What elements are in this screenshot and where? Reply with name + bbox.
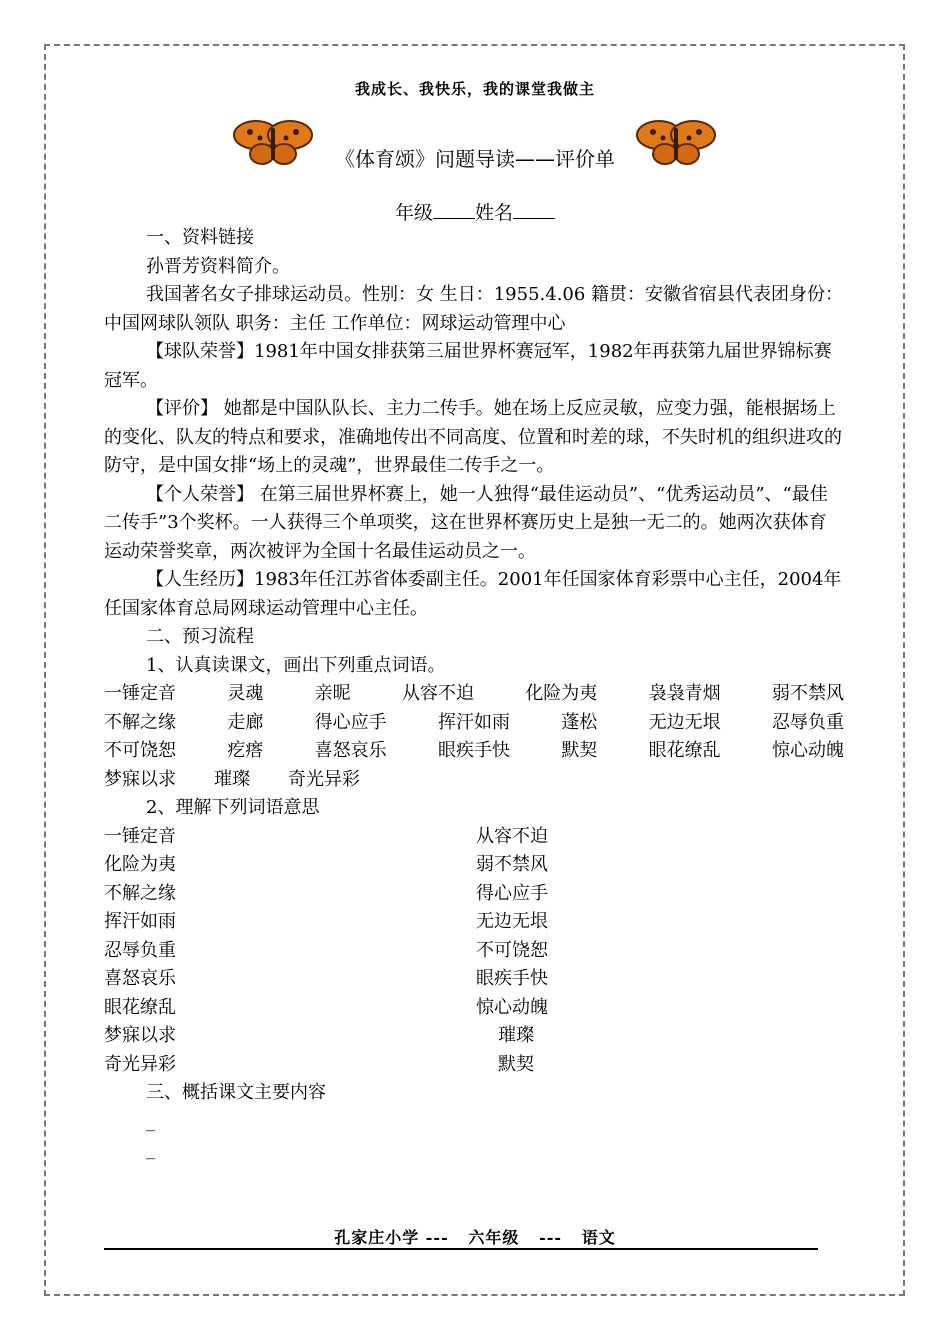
key-word: 无边无垠 <box>648 711 721 733</box>
vocabulary-word: 眼花缭乱 <box>104 996 176 1018</box>
step-instruction: 1、认真读课文，画出下列重点词语。 <box>146 654 446 676</box>
key-word: 惊心动魄 <box>771 740 844 761</box>
key-word: 眼疾手快 <box>437 740 510 761</box>
footer-text: 孔家庄小学 --- 六年级 --- 语文 <box>334 1228 616 1247</box>
word-row <box>104 737 844 766</box>
key-word: 得心应手 <box>314 711 387 733</box>
section-heading: 三、概括课文主要内容 <box>146 1082 326 1103</box>
grade-name-line <box>0 198 950 225</box>
key-word: 从容不迫 <box>401 683 474 704</box>
key-word: 袅袅青烟 <box>648 683 721 704</box>
name-label: 姓名 <box>475 202 514 224</box>
vocabulary-word: 从容不迫 <box>476 825 548 847</box>
vocabulary-word: 一锤定音 <box>104 825 176 847</box>
worksheet-body <box>104 224 844 1165</box>
vocabulary-grid <box>104 823 844 1080</box>
vocabulary-word: 惊心动魄 <box>476 996 548 1018</box>
word-row <box>104 680 844 709</box>
key-word: 忍辱负重 <box>771 711 844 733</box>
vocabulary-word: 挥汗如雨 <box>104 911 176 932</box>
key-word: 喜怒哀乐 <box>314 740 387 761</box>
answer-line: _ <box>146 1110 155 1132</box>
key-word: 灵魂 <box>227 683 264 704</box>
key-word: 梦寐以求 <box>104 768 176 790</box>
footer-rule <box>104 1248 818 1250</box>
bio-intro: 孙晋芳资料简介。 <box>146 255 290 277</box>
vocabulary-word: 璀璨 <box>498 1025 534 1046</box>
key-word: 疙瘩 <box>227 740 264 761</box>
key-words-list <box>104 680 844 794</box>
key-word: 弱不禁风 <box>771 683 844 704</box>
vocabulary-word: 忍辱负重 <box>104 939 176 961</box>
vocabulary-word: 奇光异彩 <box>104 1053 176 1075</box>
grade-label: 年级 <box>394 202 433 224</box>
word-row <box>104 766 844 795</box>
vocabulary-word: 眼疾手快 <box>476 968 548 989</box>
key-word: 默契 <box>561 740 598 761</box>
key-word: 走廊 <box>227 711 264 733</box>
word-row <box>104 709 844 738</box>
vocabulary-word: 喜怒哀乐 <box>104 968 176 989</box>
vocabulary-word: 得心应手 <box>476 882 548 904</box>
key-word: 亲昵 <box>314 683 351 704</box>
vocabulary-word: 不可饶恕 <box>476 939 548 961</box>
page-title: 《体育颂》问题导读——评价单 <box>335 147 615 171</box>
vocabulary-word: 化险为夷 <box>104 854 176 875</box>
section-heading: 二、预习流程 <box>146 626 254 647</box>
key-word: 不解之缘 <box>104 711 176 733</box>
vocabulary-word: 无边无垠 <box>476 911 548 932</box>
career-paragraph: 【人生经历】1983年任江苏省体委副主任。2001年任国家体育彩票中心主任，2004年任国家体育总局网球运动管理中心主任。 <box>104 569 842 619</box>
grade-blank <box>433 202 475 219</box>
vocabulary-word: 梦寐以求 <box>104 1025 176 1046</box>
section-heading: 一、资料链接 <box>146 227 254 248</box>
vocabulary-word: 弱不禁风 <box>476 854 548 875</box>
key-word: 奇光异彩 <box>288 768 360 790</box>
bio-paragraph: 我国著名女子排球运动员。性别：女 生日：1955.4.06 籍贯：安徽省宿县代表团身份：中国网球队领队 职务：主任 工作单位：网球运动管理中心 <box>104 284 844 334</box>
team-honor-paragraph: 【球队荣誉】1981年中国女排获第三届世界杯赛冠军，1982年再获第九届世界锦标赛冠军。 <box>104 341 832 391</box>
key-word: 化险为夷 <box>525 683 598 704</box>
vocabulary-word: 默契 <box>498 1053 534 1075</box>
vocabulary-word: 不解之缘 <box>104 882 176 904</box>
key-word: 不可饶恕 <box>104 740 176 761</box>
key-word: 璀璨 <box>214 768 250 790</box>
key-word: 蓬松 <box>561 711 598 733</box>
name-blank <box>513 202 555 219</box>
evaluation-paragraph: 【评价】 她都是中国队队长、主力二传手。她在场上反应灵敏，应变力强，能根据场上的变化、队友的特点和要求，准确地传出不同高度、位置和时差的球，不失时机的组织进攻的防守，是中国女排“场上的灵魂”，世界最佳二传手之一。 <box>104 398 842 476</box>
key-word: 挥汗如雨 <box>437 711 510 733</box>
personal-honor-paragraph: 【个人荣誉】 在第三届世界杯赛上，她一人独得“最佳运动员”、“优秀运动员”、“最佳二传手”3个奖杯。一人获得三个单项奖，这在世界杯赛历史上是独一无二的。她两次获体育运动荣誉奖章，两次被评为全国十名最佳运动员之一。 <box>104 483 828 562</box>
butterfly-icon <box>635 118 717 166</box>
key-word: 一锤定音 <box>104 683 176 704</box>
key-word: 眼花缭乱 <box>648 740 721 761</box>
step-instruction: 2、理解下列词语意思 <box>146 797 320 818</box>
answer-line: _ <box>146 1139 155 1160</box>
motto: 我成长、我快乐，我的课堂我做主 <box>354 80 595 98</box>
